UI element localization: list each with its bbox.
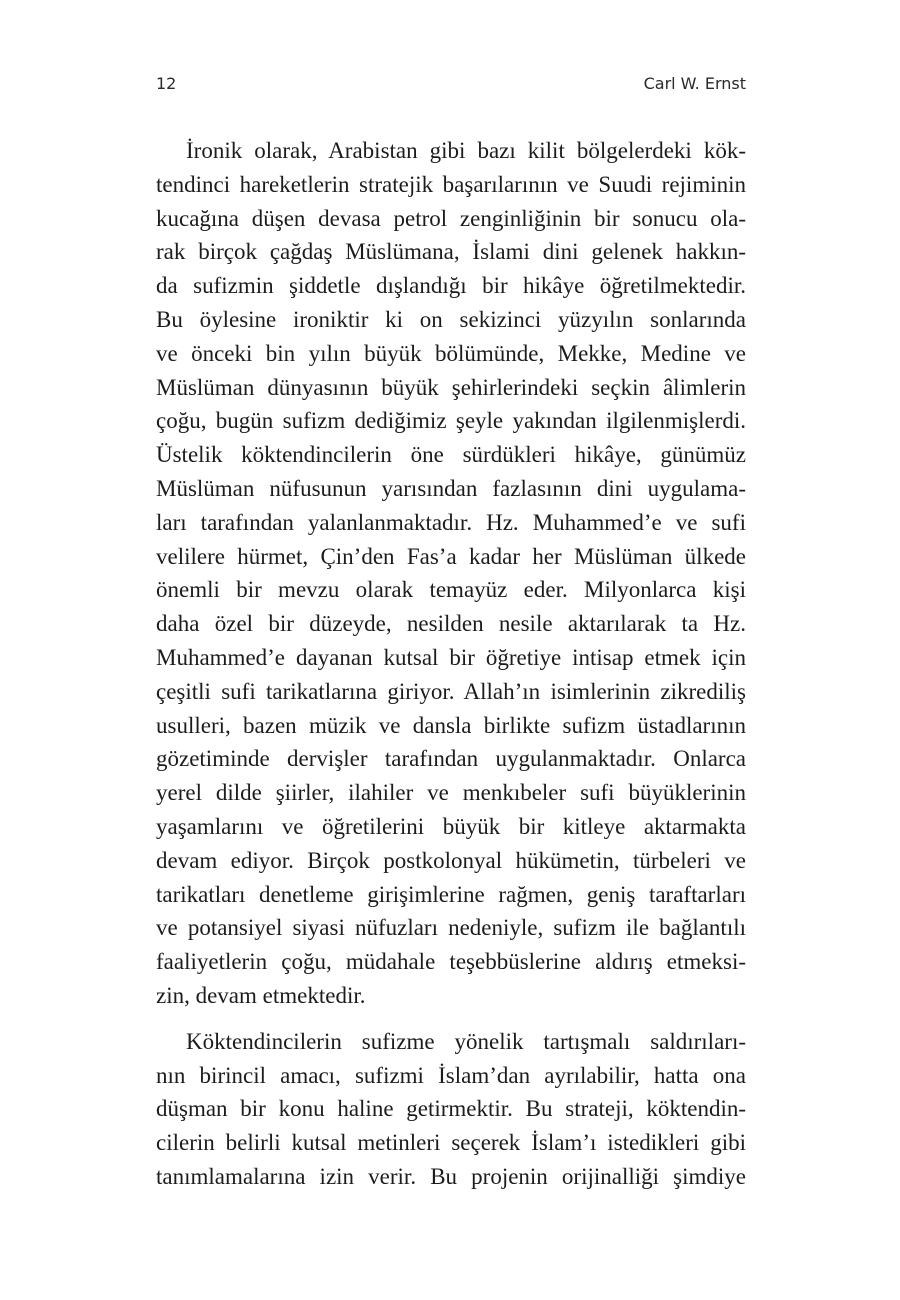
text-line: yerel dilde şiirler, ilahiler ve menkıbeler sufi büyüklerinin <box>156 780 746 806</box>
text-line: Köktendincilerin sufizme yönelik tartışmalı saldırıları- <box>186 1028 746 1054</box>
text-line: Üstelik köktendincilerin öne sürdükleri hikâye, günümüz <box>156 442 746 468</box>
text-line: çeşitli sufi tarikatlarına giriyor. Allah’ın isimlerinin zikrediliş <box>156 678 746 704</box>
text-line: zin, devam etmektedir. <box>156 982 366 1008</box>
text-line: Muhammed’e dayanan kutsal bir öğretiye intisap etmek için <box>156 644 746 670</box>
text-line: Müslüman dünyasının büyük şehirlerindeki seçkin âlimlerin <box>156 374 746 400</box>
text-line: rak birçok çağdaş Müslümana, İslami dini gelenek hakkın- <box>156 239 746 265</box>
text-line: Müslüman nüfusunun yarısından fazlasının dini uygulama- <box>156 475 746 501</box>
text-line: çoğu, bugün sufizm dediğimiz şeyle yakından ilgilenmişlerdi. <box>156 408 746 434</box>
text-line: devam ediyor. Birçok postkolonyal hükümetin, türbeleri ve <box>156 847 746 873</box>
text-line: tanımlamalarına izin verir. Bu projenin orijinalliği şimdiye <box>156 1163 746 1189</box>
text-line: Bu öylesine ironiktir ki on sekizinci yüzyılın sonlarında <box>156 306 746 332</box>
text-line: tendinci hareketlerin stratejik başarılarının ve Suudi rejiminin <box>156 171 746 197</box>
text-line: ve potansiyel siyasi nüfuzları nedeniyle, sufizm ile bağlantılı <box>156 915 746 941</box>
text-line: ve önceki bin yılın büyük bölümünde, Mekke, Medine ve <box>156 340 746 366</box>
text-line: faaliyetlerin çoğu, müdahale teşebbüslerine aldırış etmeksi- <box>156 949 746 975</box>
paragraph-2 <box>156 1025 746 1194</box>
text-line: düşman bir konu haline getirmektir. Bu strateji, köktendin- <box>156 1096 746 1122</box>
running-head <box>156 74 746 98</box>
text-line: ları tarafından yalanlanmaktadır. Hz. Muhammed’e ve sufi <box>156 509 746 535</box>
text-line: da sufizmin şiddetle dışlandığı bir hikâye öğretilmektedir. <box>156 273 746 299</box>
text-line: yaşamlarını ve öğretilerini büyük bir kitleye aktarmakta <box>156 813 746 839</box>
text-line: tarikatları denetleme girişimlerine rağmen, geniş taraftarları <box>156 881 746 907</box>
text-line: kucağına düşen devasa petrol zenginliğinin bir sonucu ola- <box>156 205 746 231</box>
paragraph-1 <box>156 134 746 1013</box>
text-line: velilere hürmet, Çin’den Fas’a kadar her Müslüman ülkede <box>156 543 746 569</box>
text-line: daha özel bir düzeyde, nesilden nesile aktarılarak ta Hz. <box>156 611 746 637</box>
running-head-author: Carl W. Ernst <box>643 74 746 93</box>
text-line: gözetiminde dervişler tarafından uygulanmaktadır. Onlarca <box>156 746 746 772</box>
text-line: cilerin belirli kutsal metinleri seçerek İslam’ı istedikleri gibi <box>156 1130 746 1156</box>
text-line: İronik olarak, Arabistan gibi bazı kilit bölgelerdeki kök- <box>186 138 746 163</box>
body-text <box>156 134 746 1194</box>
text-line: nın birincil amacı, sufizmi İslam’dan ayrılabilir, hatta ona <box>156 1062 746 1088</box>
text-line: usulleri, bazen müzik ve dansla birlikte sufizm üstadlarının <box>156 712 746 738</box>
page-number: 12 <box>156 74 177 93</box>
text-line: önemli bir mevzu olarak temayüz eder. Milyonlarca kişi <box>156 577 746 603</box>
